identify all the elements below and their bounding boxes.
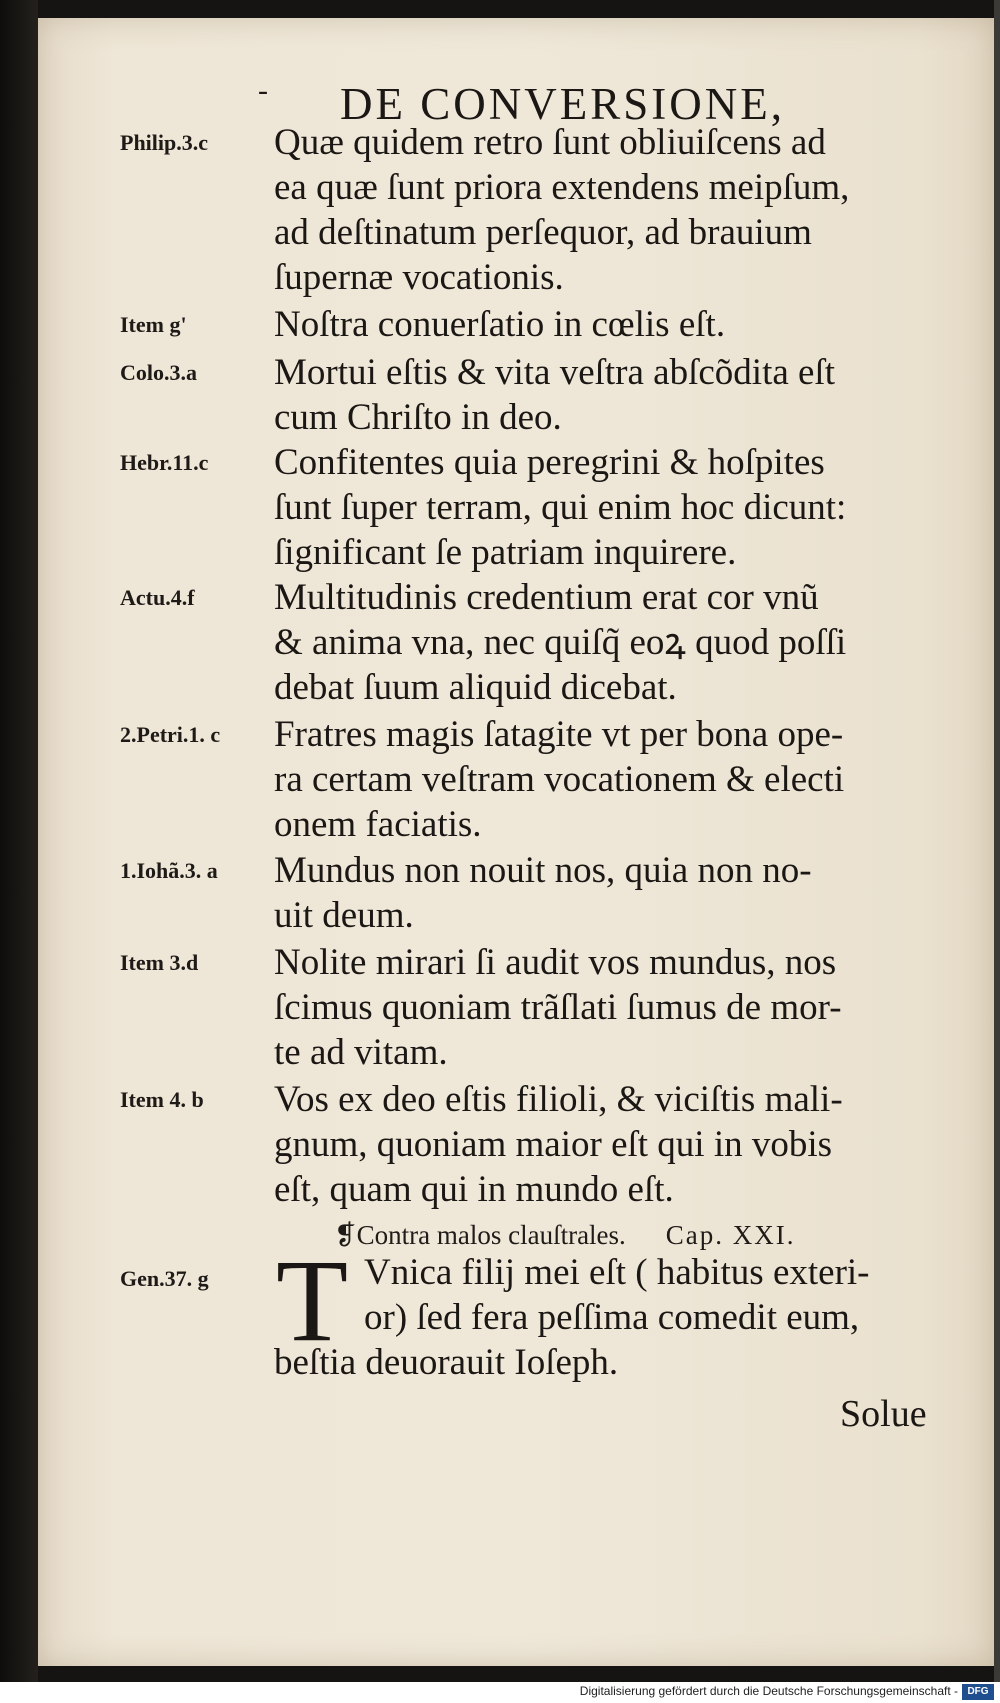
margin-reference: 1.Iohã.3. a [120, 858, 218, 883]
text-line: ſcimus quoniam trãſlati ſumus de mor- [274, 987, 842, 1028]
drop-capital: T [276, 1235, 349, 1366]
text-line: Mortui eſtis & vita veſtra abſcõdita eſt [274, 352, 836, 393]
chapter-number: Cap. XXI. [665, 1220, 796, 1250]
margin-reference: Gen.37. g [120, 1266, 209, 1291]
text-line: gnum, quoniam maior eſt qui in vobis [274, 1124, 833, 1165]
text-line: Confitentes quia peregrini & hoſpites [274, 442, 825, 483]
text-line: Noſtra conuerſatio in cœlis eſt. [274, 304, 726, 345]
text-line: ad deſtinatum perſequor, ad brauium [274, 212, 812, 253]
margin-reference: Colo.3.a [120, 360, 197, 385]
text-line: debat ſuum aliquid dicebat. [274, 667, 677, 708]
text-line: eſt, quam qui in mundo eſt. [274, 1169, 674, 1210]
text-line: ſignificant ſe patriam inquirere. [274, 532, 737, 573]
margin-reference: Hebr.11.c [120, 450, 209, 475]
text-line: beſtia deuorauit Ioſeph. [274, 1342, 619, 1383]
book-spine-shadow [0, 0, 38, 1703]
margin-reference: 2.Petri.1. c [120, 722, 221, 747]
margin-reference: Item 4. b [120, 1087, 204, 1112]
text-line: te ad vitam. [274, 1032, 448, 1073]
text-line: cum Chriſto in deo. [274, 397, 562, 438]
running-head: DE CONVERSIONE, [340, 79, 785, 129]
margin-reference: Item g' [120, 312, 187, 337]
funding-notice: Digitalisierung gefördert durch die Deutsche Forschungsgemeinschaft - [579, 1684, 958, 1698]
text-line: or) ſed fera peſſima comedit eum, [364, 1297, 860, 1338]
margin-reference: Item 3.d [120, 950, 199, 975]
text-line: onem faciatis. [274, 804, 482, 845]
text-line: uit deum. [274, 895, 414, 936]
text-line: Vos ex deo eſtis filioli, & viciſtis mali- [274, 1079, 843, 1120]
head-mark: - [258, 74, 268, 107]
digitization-footer [0, 1682, 1000, 1703]
text-line: Mundus non nouit nos, quia non no- [274, 850, 812, 891]
margin-reference: Philip.3.c [120, 130, 209, 155]
catchword: Solue [840, 1393, 927, 1435]
text-line: ſupernæ vocationis. [274, 257, 564, 298]
margin-reference: Actu.4.f [120, 585, 195, 610]
chapter-title: ❡Contra malos clauſtrales. [334, 1220, 626, 1250]
text-line: ſunt ſuper terram, qui enim hoc dicunt: [274, 487, 847, 528]
dfg-logo-icon: DFG [962, 1684, 994, 1700]
text-line: Nolite mirari ſi audit vos mundus, nos [274, 942, 837, 983]
page-edge [994, 0, 1000, 1703]
text-line: Quæ quidem retro ſunt obliuiſcens ad [274, 122, 826, 163]
text-line: Multitudinis credentium erat cor vnũ [274, 577, 819, 618]
chapter-heading [334, 1220, 796, 1251]
text-line: Vnica filij mei eſt ( habitus exteri- [364, 1252, 870, 1293]
text-line: ra certam veſtram vocationem & electi [274, 759, 845, 800]
text-line: & anima vna, nec quiſq̃ eoꝝ quod poſſi [274, 622, 847, 663]
text-line: ea quæ ſunt priora extendens meipſum, [274, 167, 850, 208]
text-line: Fratres magis ſatagite vt per bona ope- [274, 714, 844, 755]
